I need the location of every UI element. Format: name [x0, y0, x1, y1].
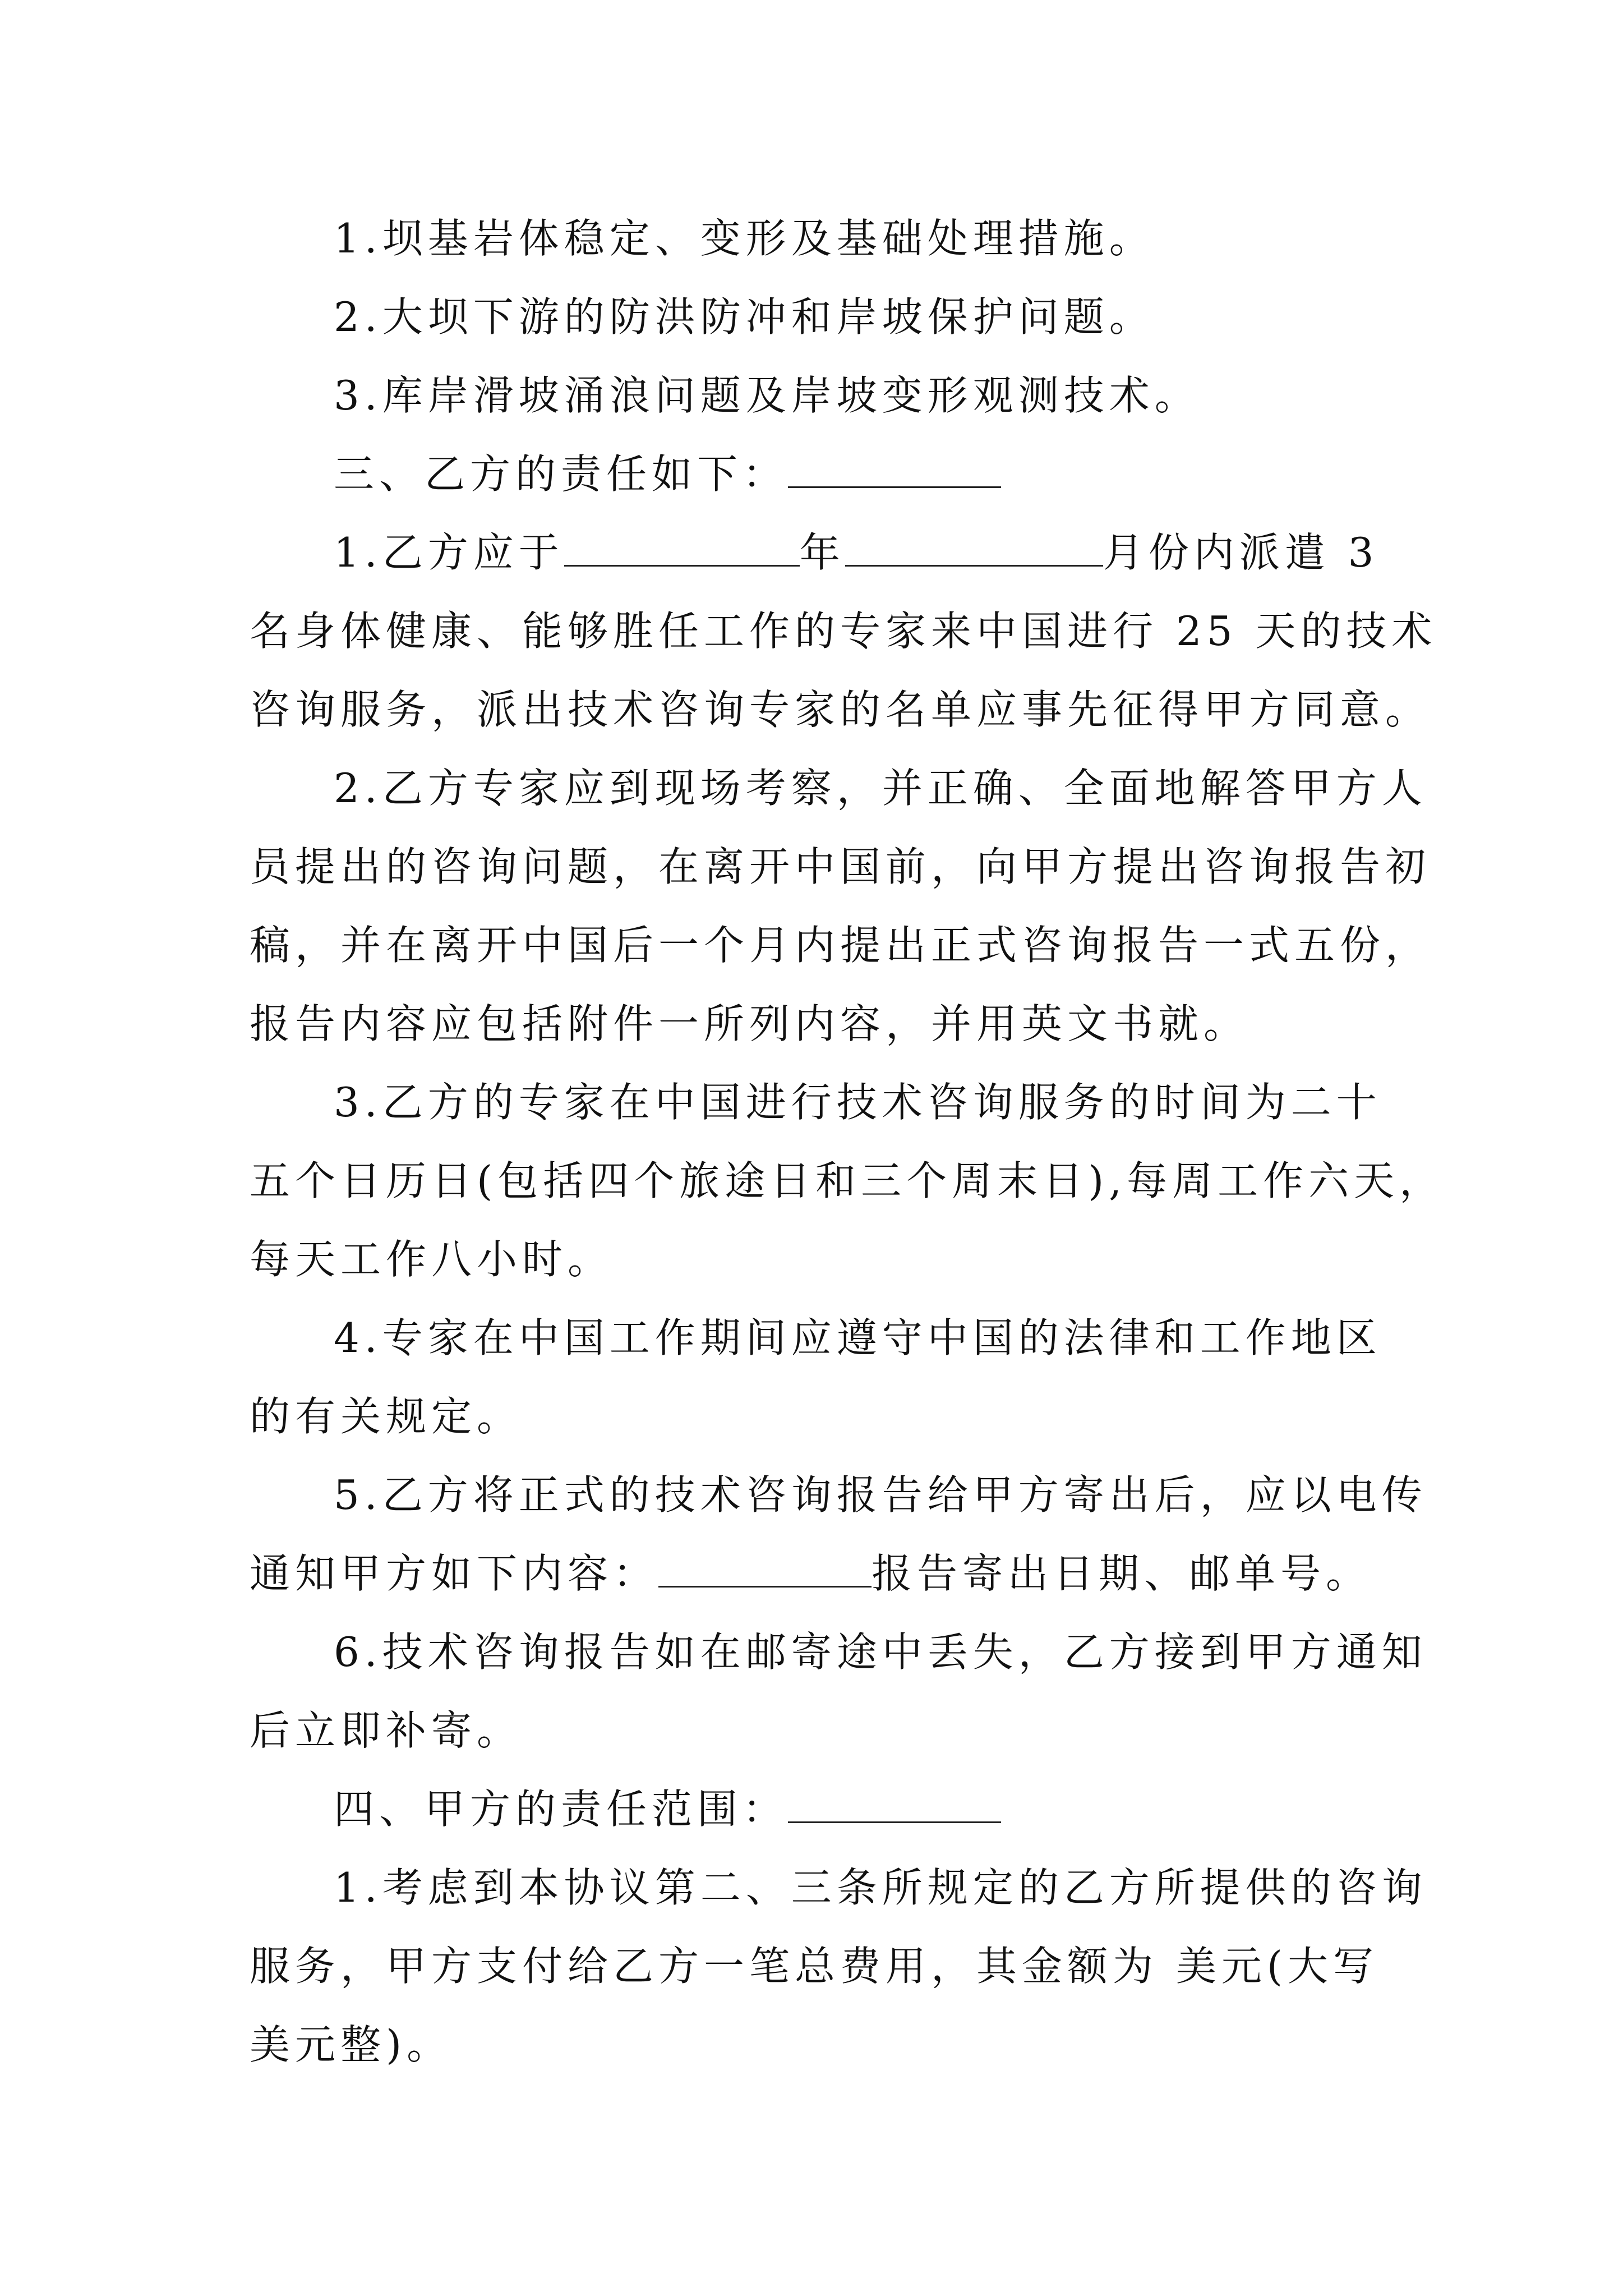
- clause-3-item-2-line-3: [250, 917, 1431, 973]
- section-3-heading: [334, 446, 1001, 502]
- clause-3-item-6-line-2: [250, 1703, 522, 1759]
- paragraph-line: 稿，并在离开中国后一个月内提出正式咨询报告一式五份，: [250, 922, 1431, 969]
- clause-3-item-5-line-2: [250, 1545, 1371, 1602]
- clause-3-item-4-line-1: [334, 1310, 1382, 1366]
- paragraph-line: 报告内容应包括附件一所列内容，并用英文书就。: [250, 1000, 1249, 1047]
- clause-3-item-3-line-2: [250, 1153, 1445, 1209]
- paragraph-line: 每天工作八小时。: [250, 1236, 614, 1283]
- clause-3-item-1-text-b: 年: [799, 529, 845, 576]
- clause-4-item-1-line-3: [250, 2017, 452, 2073]
- clause-3-item-3-line-1: [334, 1074, 1382, 1130]
- clause-2-item-2-text: 2.大坝下游的防洪防冲和岸坡保护问题。: [334, 293, 1155, 341]
- section-4-heading: [334, 1781, 1001, 1837]
- clause-3-item-4-line-2: [250, 1388, 522, 1444]
- clause-3-item-5-line-1: [334, 1467, 1427, 1523]
- clause-3-item-1-line-3: [250, 682, 1431, 738]
- paragraph-line: 咨询服务，派出技术咨询专家的名单应事先征得甲方同意。: [250, 686, 1431, 733]
- section-3-heading-text: 三、乙方的责任如下：: [334, 450, 789, 498]
- month-blank[interactable]: [845, 530, 1103, 567]
- paragraph-line: 后立即补寄。: [250, 1707, 523, 1754]
- clause-2-item-3-text: 3.库岸滑坡涌浪问题及岸坡变形观测技术。: [334, 372, 1200, 419]
- clause-3-item-2-line-2: [250, 839, 1431, 895]
- clause-3-item-3-line-3: [250, 1231, 613, 1287]
- section-4-heading-text: 四、甲方的责任范围：: [334, 1786, 789, 1833]
- clause-3-item-1-text-c: 月份内派遣 3: [1103, 529, 1379, 576]
- clause-3-item-2-line-1: [334, 760, 1427, 816]
- clause-3-item-1-text-a: 1.乙方应于: [334, 529, 564, 576]
- paragraph-line: 2.乙方专家应到现场考察，并正确、全面地解答甲方人: [334, 765, 1427, 812]
- clause-3-item-1-line-1: [334, 524, 1378, 581]
- paragraph-line: 员提出的咨询问题，在离开中国前，向甲方提出咨询报告初: [250, 843, 1431, 890]
- clause-3-item-2-line-4: [250, 996, 1249, 1052]
- fill-in-blank[interactable]: [788, 452, 1001, 488]
- paragraph-line: 的有关规定。: [250, 1393, 523, 1440]
- clause-2-item-1: [334, 210, 1155, 266]
- paragraph-line: 4.专家在中国工作期间应遵守中国的法律和工作地区: [334, 1314, 1382, 1361]
- fill-in-blank[interactable]: [658, 1551, 872, 1588]
- clause-3-item-1-line-2: [250, 603, 1437, 659]
- year-blank[interactable]: [564, 530, 800, 567]
- paragraph-line: 美元整)。: [250, 2021, 453, 2068]
- paragraph-line: 服务，甲方支付给乙方一笔总费用，其金额为 美元(大写: [250, 1943, 1378, 1990]
- fill-in-blank[interactable]: [788, 1787, 1001, 1823]
- clause-2-item-2: [334, 289, 1155, 345]
- clause-2-item-3: [334, 367, 1200, 424]
- clause-3-item-6-line-1: [334, 1624, 1427, 1680]
- paragraph-line: 报告寄出日期、邮单号。: [872, 1550, 1372, 1597]
- paragraph-line: 6.技术咨询报告如在邮寄途中丢失，乙方接到甲方通知: [334, 1628, 1427, 1676]
- clause-2-item-1-text: 1.坝基岩体稳定、变形及基础处理措施。: [334, 215, 1155, 262]
- paragraph-line: 通知甲方如下内容：: [250, 1550, 659, 1597]
- paragraph-line: 五个日历日(包括四个旅途日和三个周末日),每周工作六天，: [250, 1157, 1445, 1204]
- clause-4-item-1-line-2: [250, 1938, 1378, 1994]
- paragraph-line: 5.乙方将正式的技术咨询报告给甲方寄出后，应以电传: [334, 1471, 1427, 1519]
- clause-4-item-1-line-1: [334, 1860, 1427, 1916]
- paragraph-line: 名身体健康、能够胜任工作的专家来中国进行 25 天的技术: [250, 608, 1437, 655]
- paragraph-line: 1.考虑到本协议第二、三条所规定的乙方所提供的咨询: [334, 1864, 1427, 1911]
- paragraph-line: 3.乙方的专家在中国进行技术咨询服务的时间为二十: [334, 1079, 1382, 1126]
